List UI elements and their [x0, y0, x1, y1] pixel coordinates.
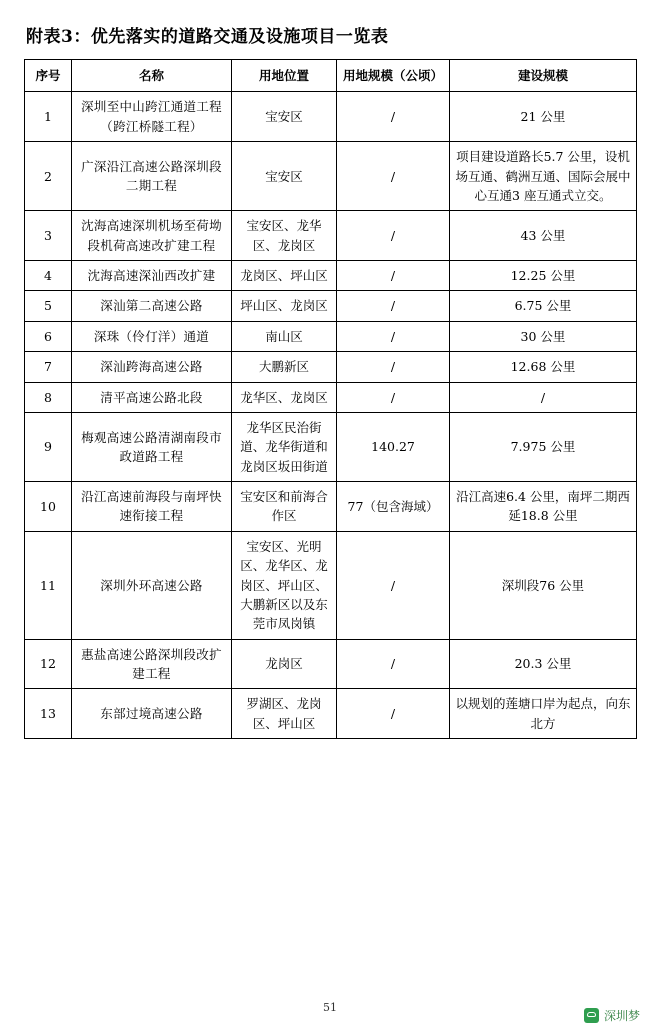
table-row: [25, 291, 637, 321]
table-row: [25, 261, 637, 291]
table-row: [25, 412, 637, 481]
cell-name: 深圳至中山跨江通道工程（跨江桥隧工程）: [72, 92, 232, 142]
cell-no: 3: [25, 211, 72, 261]
cell-no: 10: [25, 482, 72, 532]
footer-brand: [584, 1007, 640, 1024]
cell-location: 罗湖区、龙岗区、坪山区: [232, 689, 337, 739]
table-row: [25, 639, 637, 689]
table-row: [25, 92, 637, 142]
cell-area: /: [337, 639, 450, 689]
cell-area: /: [337, 382, 450, 412]
cell-no: 2: [25, 142, 72, 211]
cell-no: 1: [25, 92, 72, 142]
cell-area: /: [337, 531, 450, 639]
cell-name: 沈海高速深圳机场至荷坳段机荷高速改扩建工程: [72, 211, 232, 261]
cell-location: 坪山区、龙岗区: [232, 291, 337, 321]
column-header-no: 序号: [25, 60, 72, 92]
table-body: [25, 92, 637, 739]
cell-name: 深圳外环高速公路: [72, 531, 232, 639]
cell-scale: 43 公里: [450, 211, 637, 261]
page-number: 51: [323, 1001, 337, 1014]
cell-location: 宝安区、龙华区、龙岗区: [232, 211, 337, 261]
table-header-row: [25, 60, 637, 92]
cell-area: 77（包含海域）: [337, 482, 450, 532]
cell-area: /: [337, 142, 450, 211]
cell-location: 龙华区、龙岗区: [232, 382, 337, 412]
cell-name: 深珠（伶仃洋）通道: [72, 321, 232, 351]
cell-scale: /: [450, 382, 637, 412]
cell-no: 9: [25, 412, 72, 481]
cell-name: 惠盐高速公路深圳段改扩建工程: [72, 639, 232, 689]
page-title: 附表3：优先落实的道路交通及设施项目一览表: [26, 27, 389, 47]
cell-location: 宝安区、光明区、龙华区、龙岗区、坪山区、大鹏新区以及东莞市凤岗镇: [232, 531, 337, 639]
cell-location: 龙岗区、坪山区: [232, 261, 337, 291]
cell-name: 东部过境高速公路: [72, 689, 232, 739]
projects-table: [24, 59, 637, 739]
cell-location: 南山区: [232, 321, 337, 351]
cell-scale: 6.75 公里: [450, 291, 637, 321]
cell-scale: 30 公里: [450, 321, 637, 351]
cell-no: 6: [25, 321, 72, 351]
cell-no: 13: [25, 689, 72, 739]
cell-name: 梅观高速公路清湖南段市政道路工程: [72, 412, 232, 481]
cell-area: /: [337, 352, 450, 382]
cell-name: 深汕第二高速公路: [72, 291, 232, 321]
cell-name: 沈海高速深汕西改扩建: [72, 261, 232, 291]
column-header-area: 用地规模（公顷）: [337, 60, 450, 92]
cell-location: 宝安区和前海合作区: [232, 482, 337, 532]
cell-scale: 以规划的莲塘口岸为起点，向东北方: [450, 689, 637, 739]
table-row: [25, 321, 637, 351]
table-row: [25, 689, 637, 739]
column-header-name: 名称: [72, 60, 232, 92]
table-row: [25, 382, 637, 412]
cell-location: 龙华区民治街道、龙华街道和龙岗区坂田街道: [232, 412, 337, 481]
table-row: [25, 531, 637, 639]
cell-scale: 7.975 公里: [450, 412, 637, 481]
cell-scale: 项目建设道路长5.7 公里，设机场互通、鹤洲互通、国际会展中心互通3 座互通式立交。: [450, 142, 637, 211]
cell-area: /: [337, 689, 450, 739]
column-header-location: 用地位置: [232, 60, 337, 92]
cell-name: 清平高速公路北段: [72, 382, 232, 412]
column-header-scale: 建设规模: [450, 60, 637, 92]
cell-scale: 21 公里: [450, 92, 637, 142]
cell-no: 4: [25, 261, 72, 291]
leaf-icon: [584, 1008, 599, 1023]
brand-label: 深圳梦: [603, 1009, 640, 1023]
cell-scale: 12.68 公里: [450, 352, 637, 382]
cell-location: 龙岗区: [232, 639, 337, 689]
cell-scale: 沿江高速6.4 公里，南坪二期西延18.8 公里: [450, 482, 637, 532]
cell-area: 140.27: [337, 412, 450, 481]
cell-area: /: [337, 211, 450, 261]
cell-scale: 12.25 公里: [450, 261, 637, 291]
cell-no: 8: [25, 382, 72, 412]
table-row: [25, 211, 637, 261]
cell-name: 广深沿江高速公路深圳段二期工程: [72, 142, 232, 211]
cell-area: /: [337, 261, 450, 291]
cell-area: /: [337, 92, 450, 142]
cell-location: 宝安区: [232, 142, 337, 211]
cell-location: 宝安区: [232, 92, 337, 142]
cell-no: 5: [25, 291, 72, 321]
cell-name: 沿江高速前海段与南坪快速衔接工程: [72, 482, 232, 532]
cell-no: 12: [25, 639, 72, 689]
table-row: [25, 142, 637, 211]
cell-no: 7: [25, 352, 72, 382]
cell-location: 大鹏新区: [232, 352, 337, 382]
cell-no: 11: [25, 531, 72, 639]
table-row: [25, 352, 637, 382]
cell-scale: 20.3 公里: [450, 639, 637, 689]
cell-scale: 深圳段76 公里: [450, 531, 637, 639]
cell-name: 深汕跨海高速公路: [72, 352, 232, 382]
cell-area: /: [337, 321, 450, 351]
table-row: [25, 482, 637, 532]
cell-area: /: [337, 291, 450, 321]
